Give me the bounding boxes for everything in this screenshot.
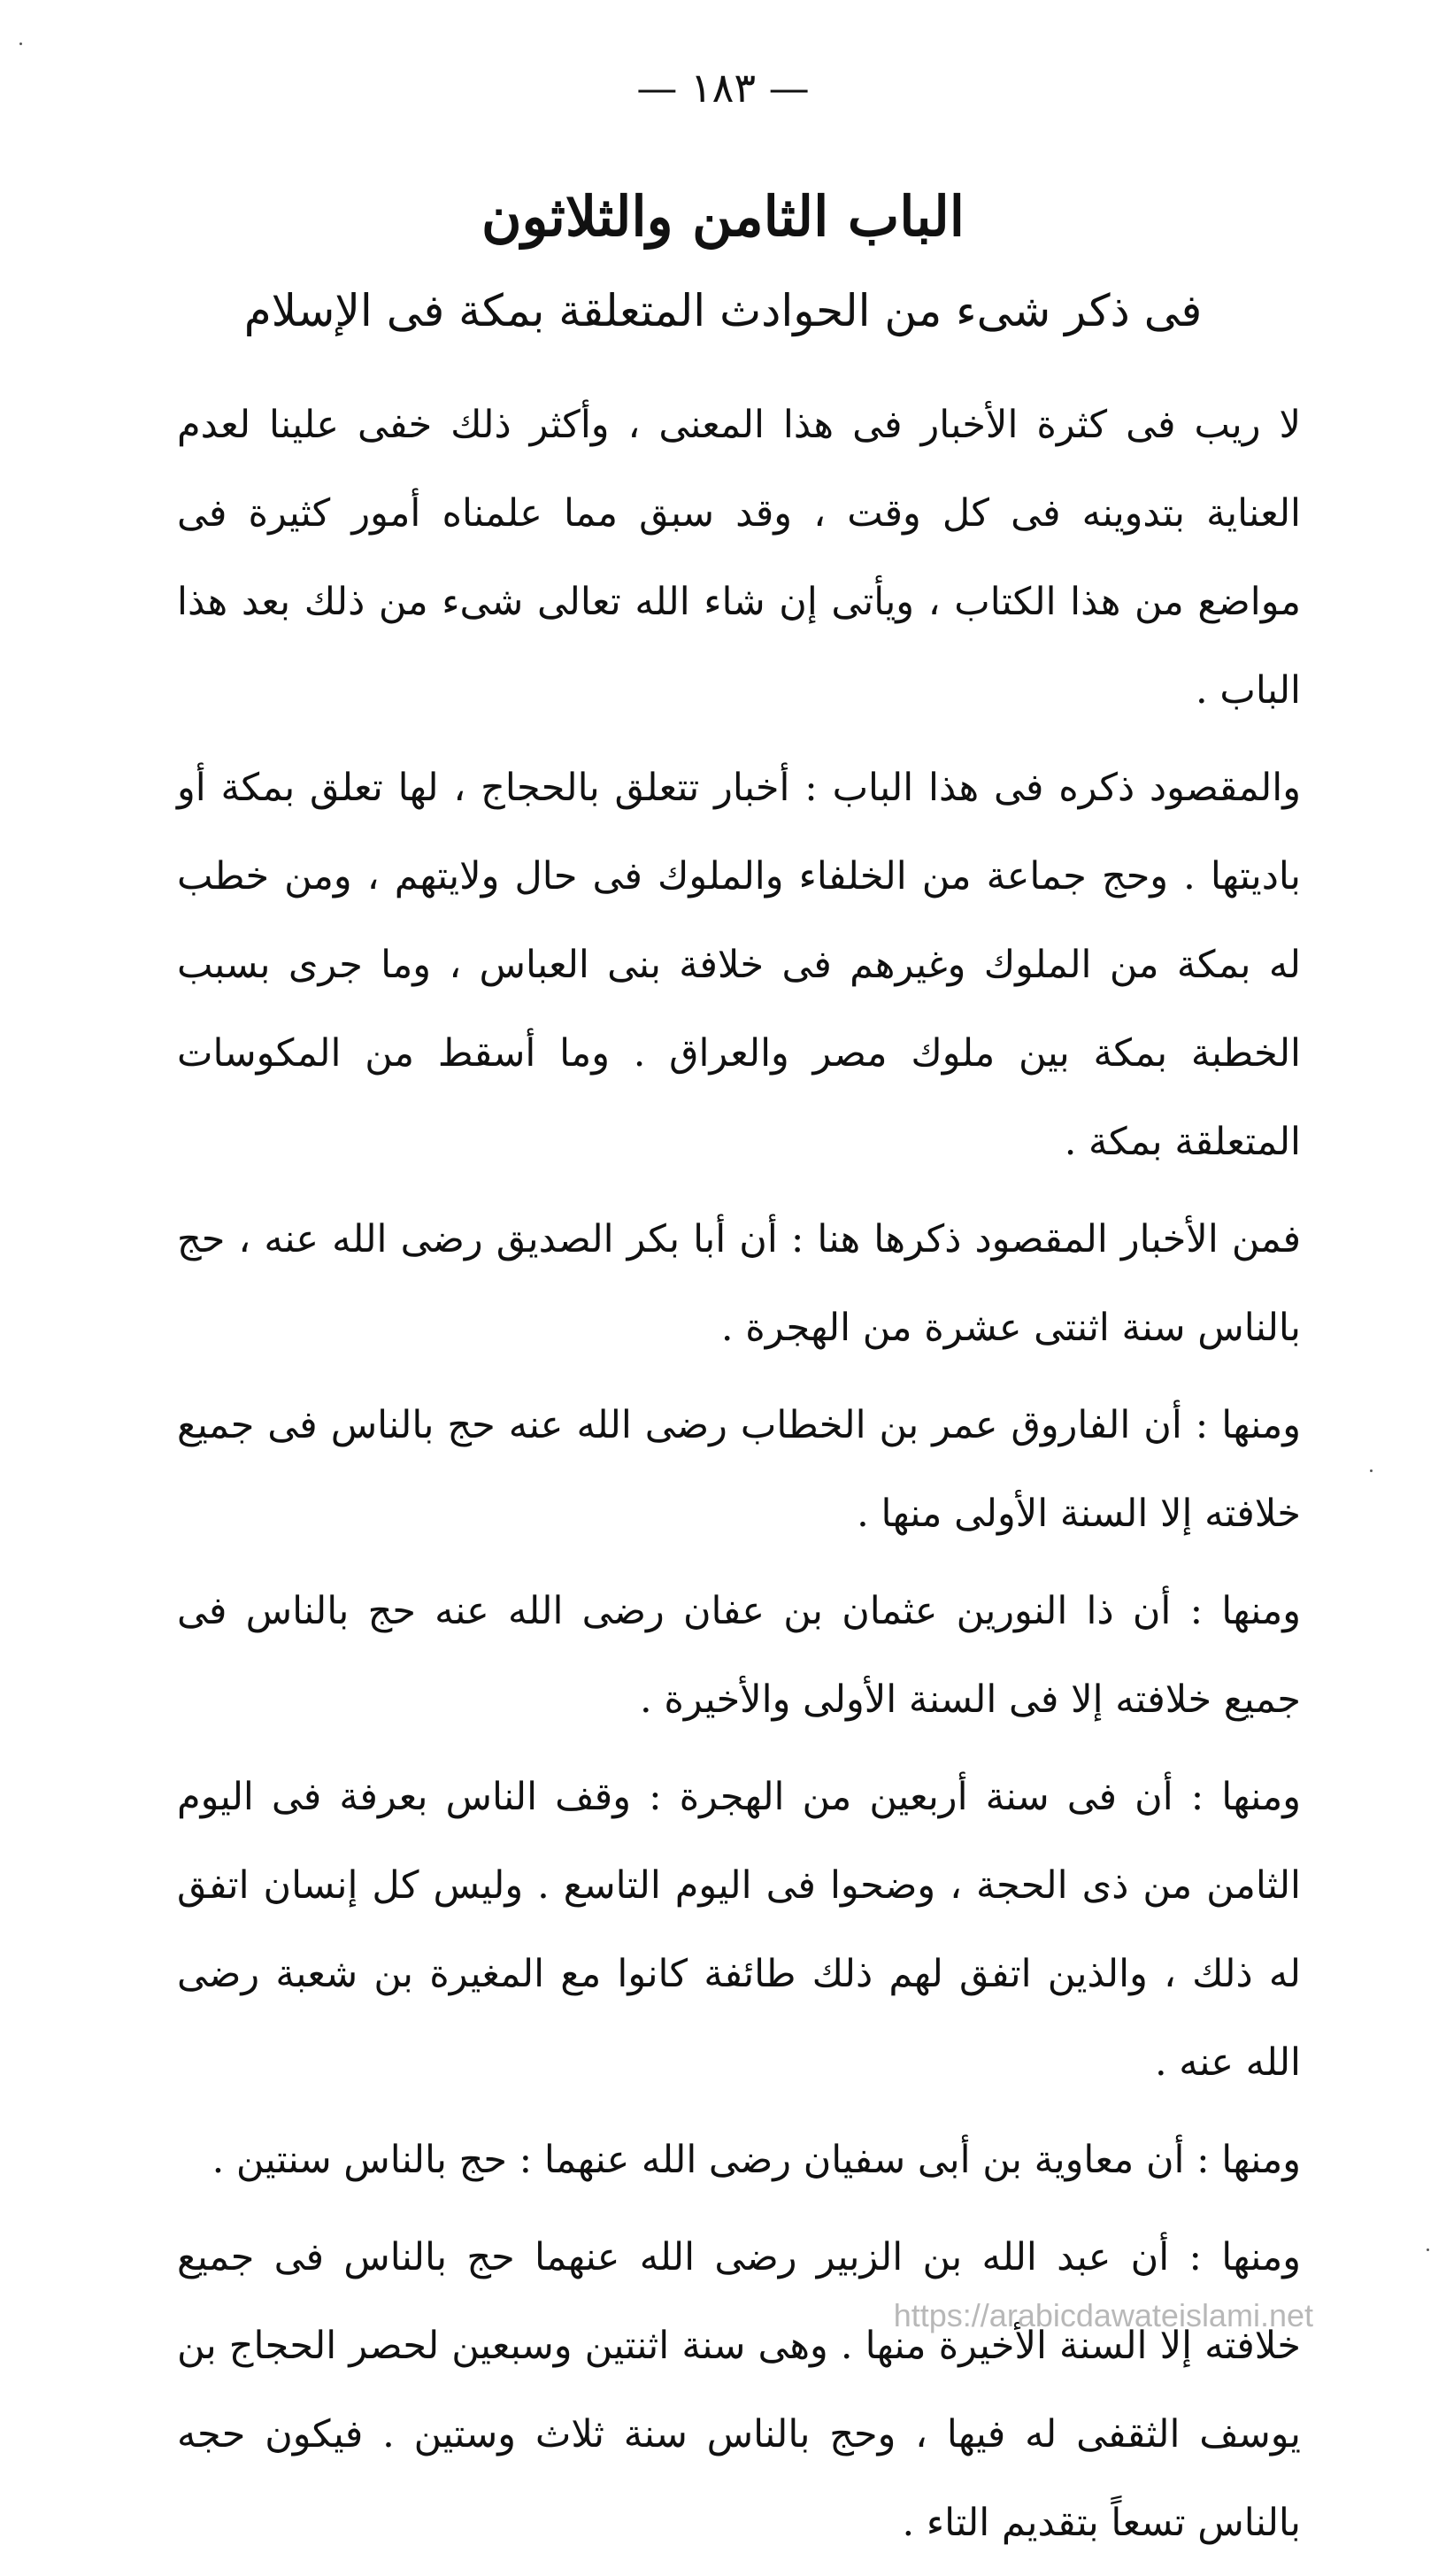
scan-speck — [19, 42, 22, 45]
chapter-subtitle: فى ذكر شىء من الحوادث المتعلقة بمكة فى الإسلام — [243, 285, 1203, 336]
paragraph: ومنها : أن الفاروق عمر بن الخطاب رضى الله عنه حج بالناس فى جميع خلافته إلا السنة الأولى منها . — [177, 1403, 1301, 1536]
scan-speck — [1427, 2248, 1429, 2251]
paragraph: لا ريب فى كثرة الأخبار فى هذا المعنى ، وأكثر ذلك خفى علينا لعدم العناية بتدوينه فى كل وقت ، وقد سبق مما علمناه أمور كثيرة فى مواضع من هذا الكتاب ، ويأتى إن شاء الله تعالى شىء من ذلك بعد هذا الباب . — [177, 403, 1301, 713]
body-text — [177, 381, 1301, 2576]
paragraph: ومنها : أن عبد الله بن الزبير رضى الله عنهما حج بالناس فى جميع خلافته إلا السنة الأخيرة منها . وهى سنة اثنتين وسبعين لحصر الحجاج بن يوسف الثقفى له فيها ، وحج بالناس سنة ثلاث وستين . فيكون حجه بالناس تسعاً بتقديم التاء . — [177, 2235, 1301, 2545]
paragraph: فمن الأخبار المقصود ذكرها هنا : أن أبا بكر الصديق رضى الله عنه ، حج بالناس سنة اثنتى عشرة من الهجرة . — [177, 1217, 1301, 1350]
watermark-url: https://arabicdawateislami.net — [893, 2297, 1313, 2333]
page-number: — ١٨٣ — — [636, 64, 810, 112]
paragraph: ومنها : أن فى سنة أربعين من الهجرة : وقف الناس بعرفة فى اليوم الثامن من ذى الحجة ، وضحوا فى اليوم التاسع . وليس كل إنسان اتفق له ذلك ، والذين اتفق لهم ذلك طائفة كانوا مع المغيرة بن شعبة رضى الله عنه . — [177, 1775, 1301, 2085]
paragraph: ومنها : أن ذا النورين عثمان بن عفان رضى الله عنه حج بالناس فى جميع خلافته إلا فى السنة الأولى والأخيرة . — [177, 1589, 1301, 1722]
paragraph: والمقصود ذكره فى هذا الباب : أخبار تتعلق بالحجاج ، لها تعلق بمكة أو باديتها . وحج جماعة من الخلفاء والملوك فى حال ولايتهم ، ومن خطب له بمكة من الملوك وغيرهم فى خلافة بنى العباس ، وما جرى بسبب الخطبة بمكة بين ملوك مصر والعراق . وما أسقط من المكوسات المتعلقة بمكة . — [177, 766, 1301, 1164]
scan-speck — [1370, 1469, 1373, 1472]
paragraph: ومنها : أن معاوية بن أبى سفيان رضى الله عنهما : حج بالناس سنتين . — [212, 2138, 1301, 2182]
chapter-title: الباب الثامن والثلاثون — [481, 184, 965, 249]
